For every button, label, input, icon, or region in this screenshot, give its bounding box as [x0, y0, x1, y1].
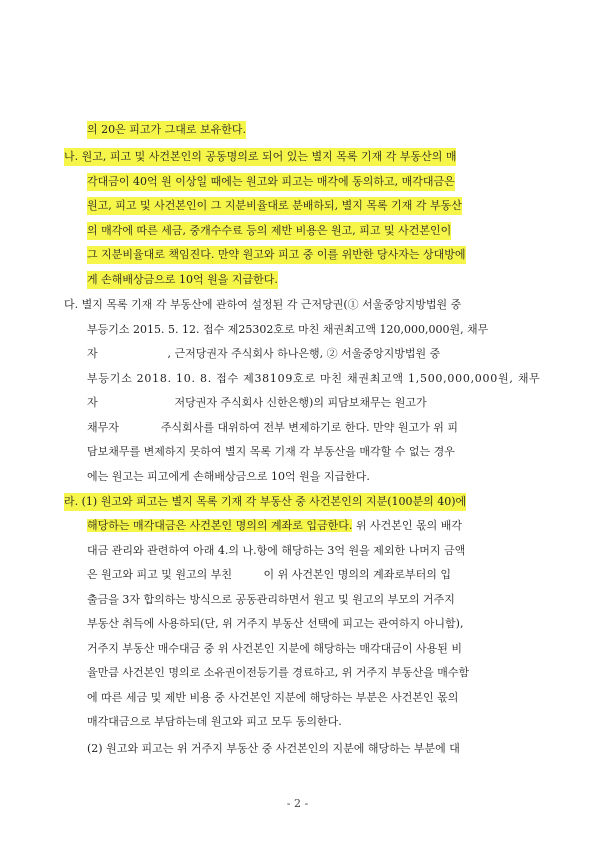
line-5: 의 매각에 따른 세금, 중개수수료 등의 제반 비용은 원고, 피고 및 사건본인이	[87, 222, 451, 240]
line-24: 에 따른 세금 및 제반 비용 중 사건본인 지분에 해당하는 부분은 사건본인 몫의	[87, 691, 459, 704]
line-16: 라. (1) 원고와 피고는 별지 목록 기재 각 부동산 중 사건본인의 지분(100분의 40)에	[64, 493, 466, 511]
line-17-highlight: 해당하는 매각대금은 사건본인 명의의 계좌로 입금한다.	[87, 519, 353, 532]
line-11: 부등기소 2018. 10. 8. 접수 제38109호로 마친 채권최고액 1,500,000,000원, 채무	[87, 372, 541, 385]
page-number: - 2 -	[286, 797, 309, 810]
line-6: 그 지분비율대로 책임진다. 만약 원고와 피고 중 이를 위반한 당사자는 상대방에	[87, 246, 466, 264]
line-26: (2) 원고와 피고는 위 거주지 부동산 중 사건본인의 지분에 해당하는 부분에 대	[87, 742, 460, 755]
line-12: 자 저당권자 주식회사 신한은행)의 피담보채무는 원고가	[87, 396, 427, 409]
line-4: 원고, 피고 및 사건본인이 그 지분비율대로 분배하되, 별지 목록 기재 각 부동산	[87, 197, 462, 215]
line-1: 의 20은 피고가 그대로 보유한다.	[87, 121, 246, 139]
line-2: 나. 원고, 피고 및 사건본인의 공동명의로 되어 있는 별지 목록 기재 각 부동산의 매	[64, 148, 456, 166]
line-15: 에는 원고는 피고에게 손해배상금으로 10억 원을 지급한다.	[87, 470, 370, 483]
line-19: 은 원고와 피고 및 원고의 부친 이 위 사건본인 명의의 계좌로부터의 입	[87, 568, 451, 581]
line-3: 각대금이 40억 원 이상일 때에는 원고와 피고는 매각에 동의하고, 매각대금은	[87, 173, 455, 191]
line-18: 대금 관리와 관련하여 아래 4.의 나.항에 해당하는 3억 원을 제외한 나머지 금액	[87, 544, 466, 557]
line-13: 채무자 주식회사를 대위하여 전부 변제하기로 한다. 만약 원고가 위 피	[87, 421, 458, 434]
line-14: 담보채무를 변제하지 못하여 별지 목록 기재 각 부동산을 매각할 수 없는 경우	[87, 445, 455, 458]
line-8: 다. 별지 목록 기재 각 부동산에 관하여 설정된 각 근저당권(① 서울중앙지방법원 중	[64, 298, 462, 311]
line-23: 율만큼 사건본인 명의로 소유권이전등기를 경료하고, 위 거주지 부동산을 매수함	[87, 666, 470, 679]
line-7: 게 손해배상금으로 10억 원을 지급한다.	[87, 271, 278, 289]
line-9: 부등기소 2015. 5. 12. 접수 제25302호로 마친 채권최고액 120,000,000원, 채무	[87, 323, 489, 336]
line-17	[87, 517, 462, 535]
line-10: 자 , 근저당권자 주식회사 하나은행, ② 서울중앙지방법원 중	[87, 347, 441, 360]
line-25: 매각대금으로 부담하는데 원고와 피고 모두 동의한다.	[87, 715, 342, 728]
line-21: 부동산 취득에 사용하되(단, 위 거주지 부동산 선택에 피고는 관여하지 아니함),	[87, 617, 464, 630]
line-20: 출금을 3자 합의하는 방식으로 공동관리하면서 원고 및 원고의 부모의 거주지	[87, 593, 455, 606]
line-17-rest: 위 사건본인 몫의 배각	[352, 519, 463, 532]
line-22: 거주지 부동산 매수대금 중 위 사건본인 지분에 해당하는 매각대금이 사용된 비	[87, 642, 462, 655]
